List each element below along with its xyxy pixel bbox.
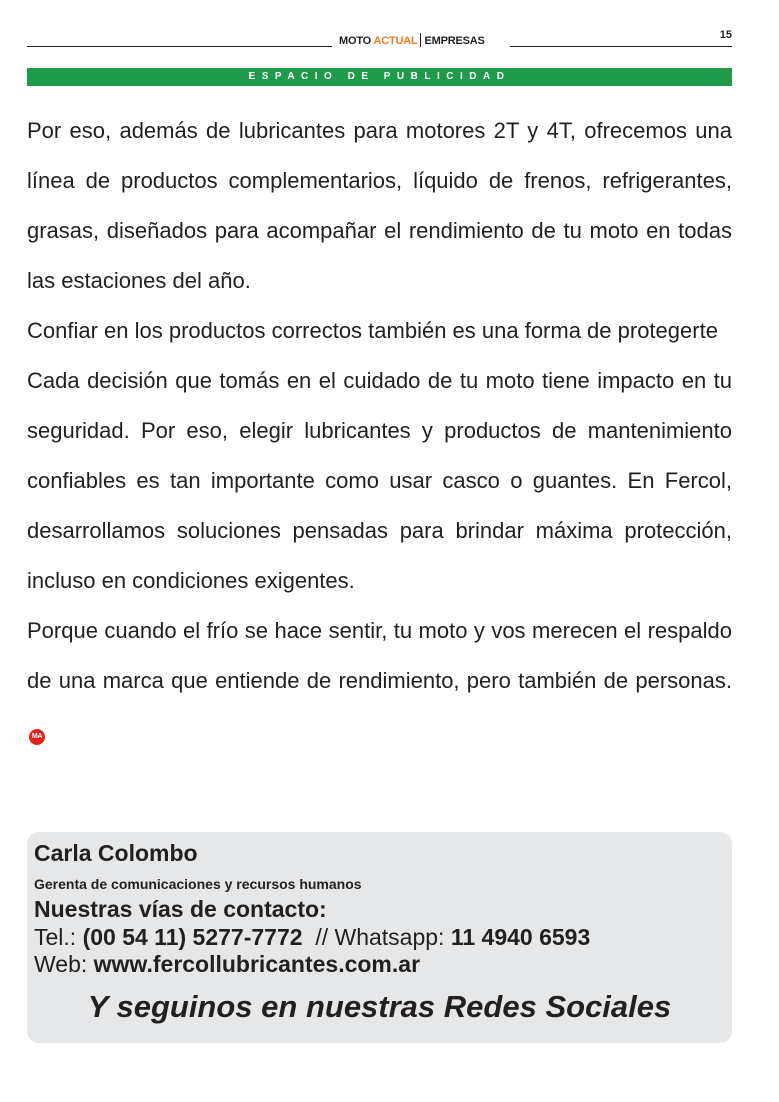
article-paragraph: Confiar en los productos correctos también es una forma de protegerte <box>27 318 718 343</box>
advertising-banner: ESPACIO DE PUBLICIDAD <box>27 68 732 86</box>
whatsapp-label: // Whatsapp: <box>302 924 451 950</box>
contact-role: Gerenta de comunicaciones y recursos humanos <box>34 876 362 892</box>
article-body <box>27 106 732 756</box>
whatsapp-value: 11 4940 6593 <box>450 924 591 950</box>
web-label: Web: <box>34 951 94 977</box>
header-rule-right <box>510 46 732 47</box>
article-paragraph: Cada decisión que tomás en el cuidado de tu moto tiene impacto en tu seguridad. Por eso, elegir lubricantes y productos de mantenimiento confiables es tan importante como usar casco o guantes. En Fercol, desarrollamos soluciones pensadas para brindar máxima protección, incluso en condiciones exigentes. <box>27 368 732 593</box>
web-link[interactable]: www.fercollubricantes.com.ar <box>93 951 421 977</box>
contact-phone-line <box>34 924 590 951</box>
social-callout: Y seguinos en nuestras Redes Sociales <box>87 989 672 1024</box>
magazine-brand <box>339 33 485 47</box>
contact-box <box>27 832 732 1043</box>
article-paragraph-text: Porque cuando el frío se hace sentir, tu moto y vos merecen el respaldo de una marca que entiende de rendimiento, pero también de personas. <box>27 618 732 693</box>
brand-actual: ACTUAL <box>373 35 418 47</box>
article-paragraph <box>27 606 732 756</box>
tel-value: (00 54 11) 5277-7772 <box>82 924 303 950</box>
contact-heading: Nuestras vías de contacto: <box>34 896 327 922</box>
page-number: 15 <box>719 29 732 41</box>
tel-label: Tel.: <box>34 924 83 950</box>
brand-separator <box>420 33 421 47</box>
brand-moto: MOTO <box>339 35 371 47</box>
page-header <box>27 26 732 50</box>
contact-web-line <box>34 951 420 978</box>
section-name: EMPRESAS <box>424 35 485 47</box>
header-rule-left <box>27 46 332 47</box>
article-paragraph: Por eso, además de lubricantes para motores 2T y 4T, ofrecemos una línea de productos complementarios, líquido de frenos, refrigerantes, grasas, diseñados para acompañar el rendimiento de tu moto en todas las estaciones del año. <box>27 118 732 293</box>
moto-actual-end-icon: MA <box>29 729 45 745</box>
contact-name: Carla Colombo <box>34 840 198 866</box>
